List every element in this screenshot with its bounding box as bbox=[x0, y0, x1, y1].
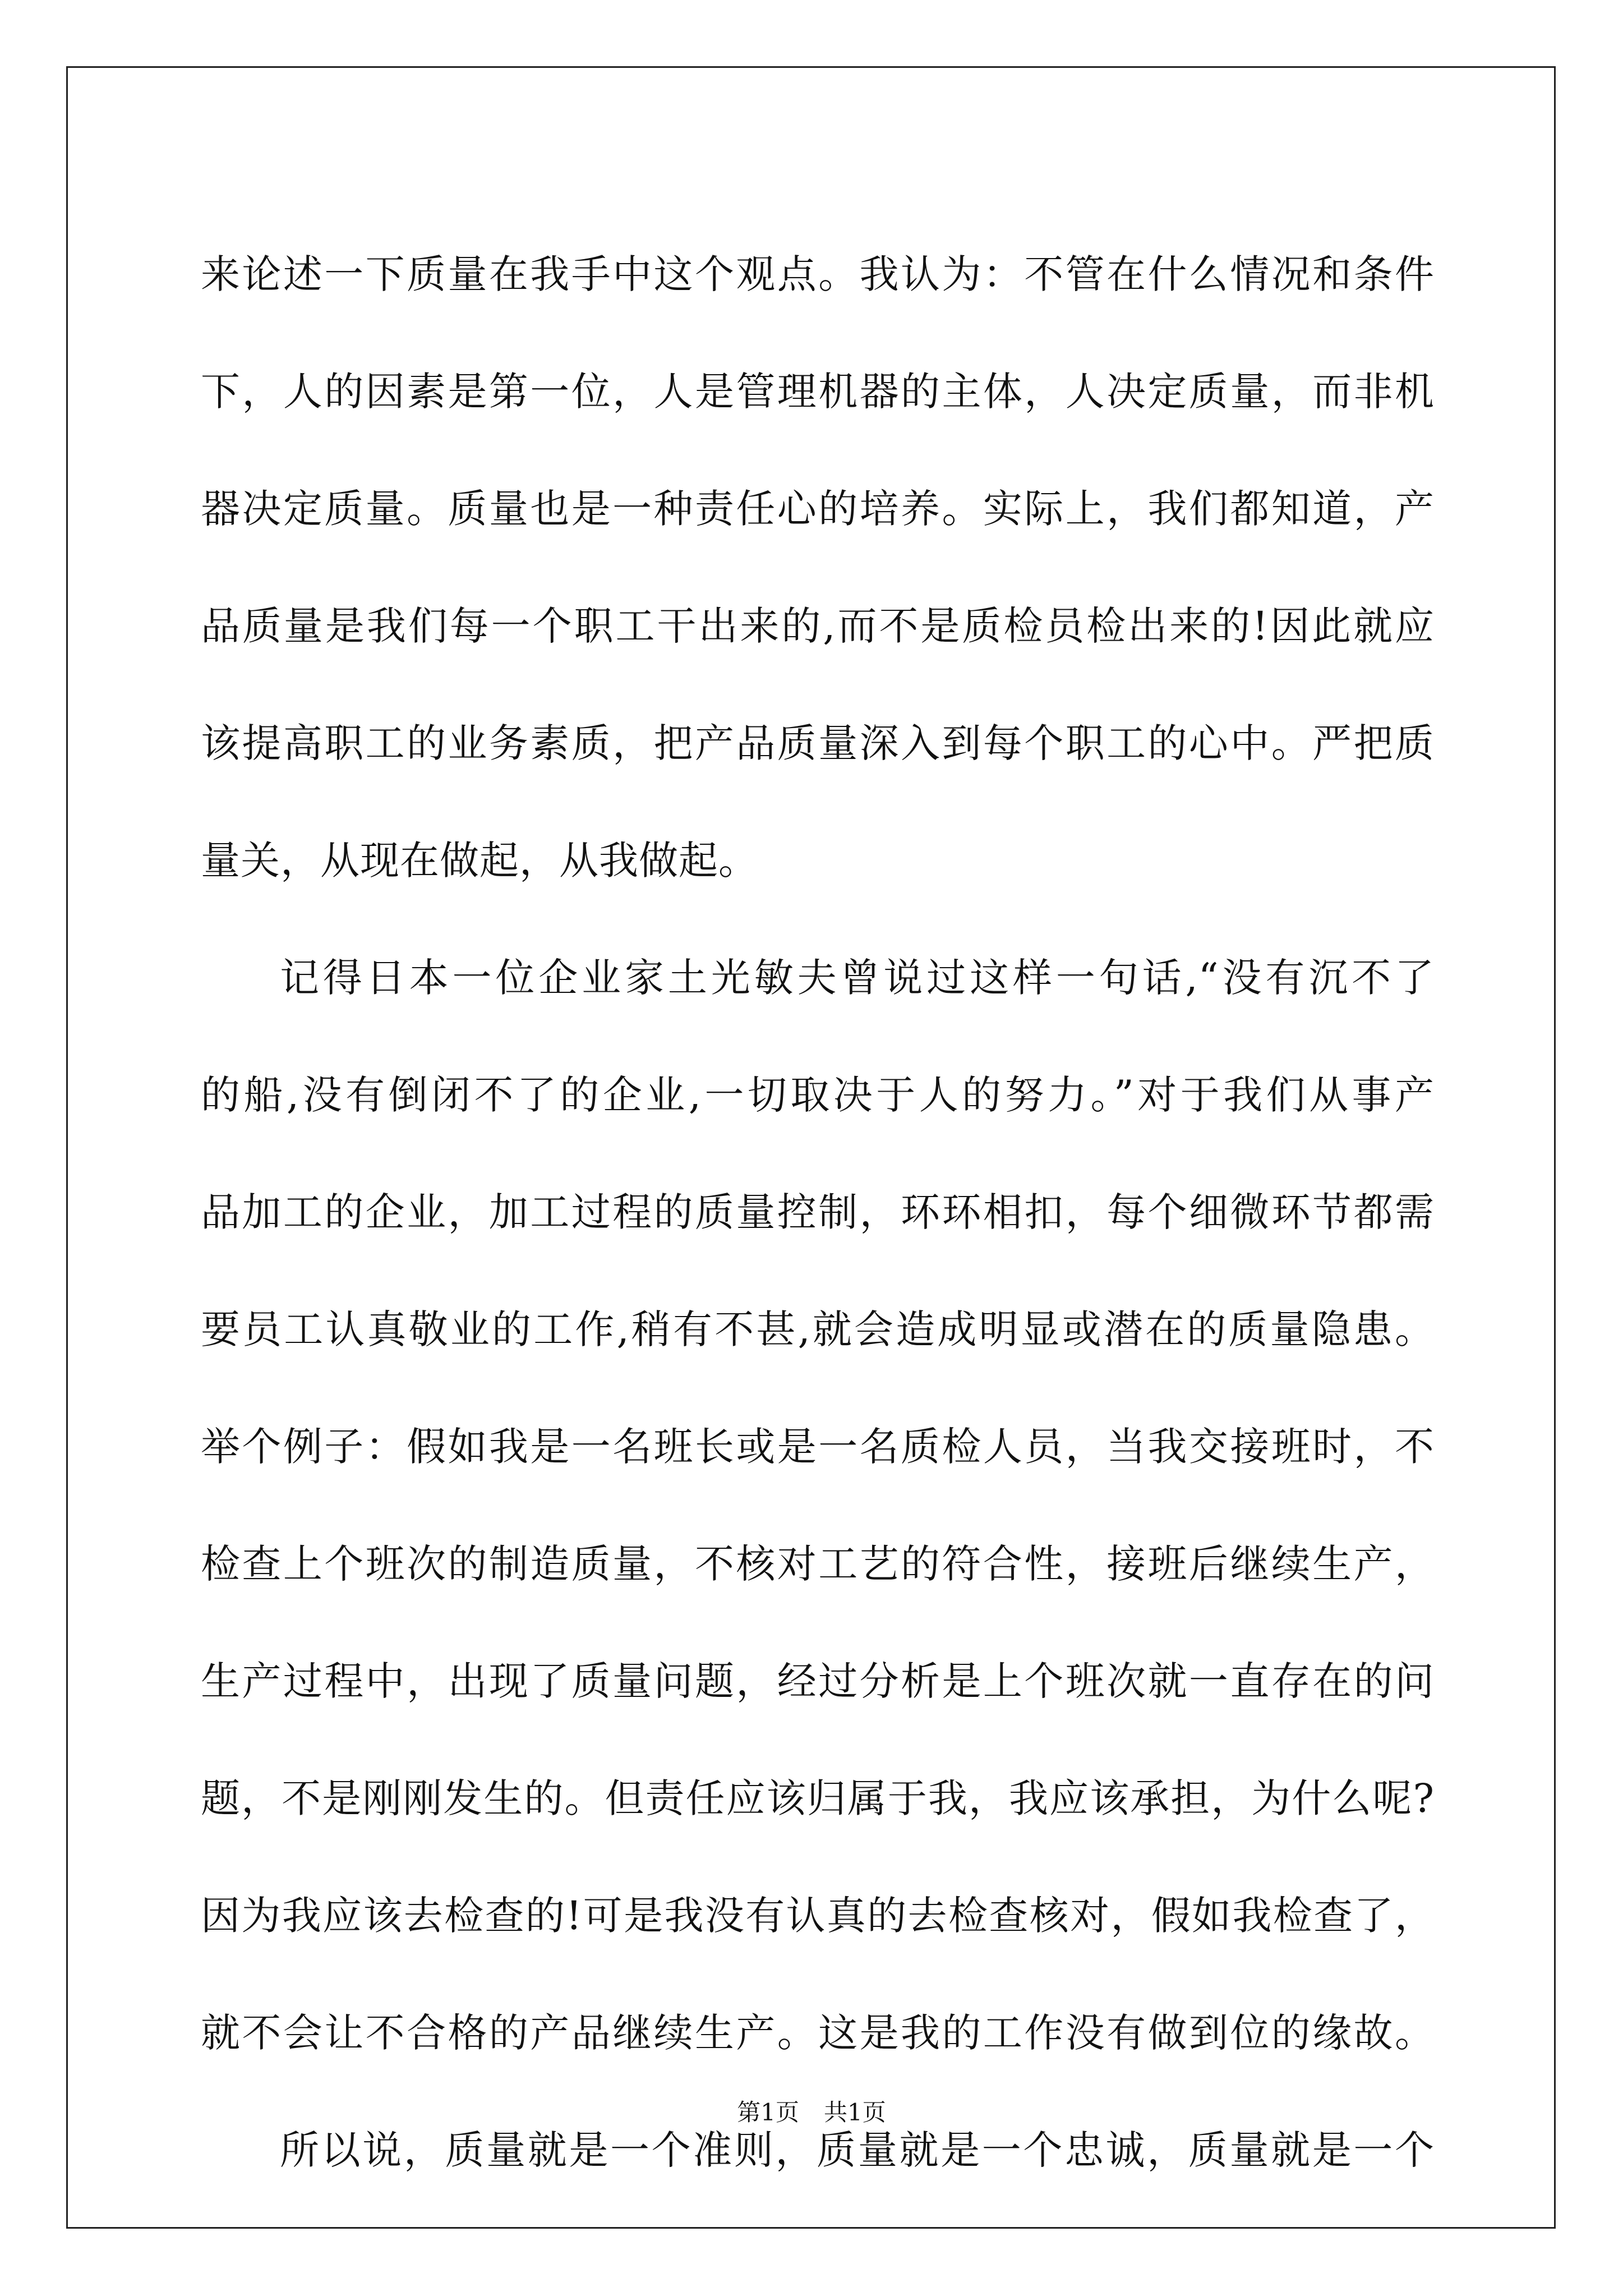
text-line: 所以说，质量就是一个准则，质量就是一个忠诚，质量就是一个 bbox=[280, 2127, 1435, 2173]
text-line: 品质量是我们每一个职工干出来的,而不是质检员检出来的!因此就应 bbox=[201, 603, 1435, 649]
text-line: 量关，从现在做起，从我做起。 bbox=[201, 838, 758, 884]
text-line: 该提高职工的业务素质，把产品质量深入到每个职工的心中。严把质 bbox=[201, 720, 1435, 766]
page-footer bbox=[0, 2097, 1623, 2128]
text-line: 生产过程中，出现了质量问题，经过分析是上个班次就一直存在的问 bbox=[201, 1658, 1435, 1704]
text-line: 就不会让不合格的产品继续生产。这是我的工作没有做到位的缘故。 bbox=[201, 2010, 1435, 2056]
text-line: 检查上个班次的制造质量，不核对工艺的符合性，接班后继续生产， bbox=[201, 1541, 1435, 1587]
page-total-label: 共1页 bbox=[824, 2099, 886, 2126]
text-line: 下，人的因素是第一位，人是管理机器的主体，人决定质量，而非机 bbox=[201, 369, 1435, 415]
text-line: 品加工的企业，加工过程的质量控制，环环相扣，每个细微环节都需 bbox=[201, 1189, 1435, 1235]
text-line: 的船,没有倒闭不了的企业,一切取决于人的努力。”对于我们从事产 bbox=[201, 1072, 1435, 1118]
text-line: 举个例子：假如我是一名班长或是一名质检人员，当我交接班时，不 bbox=[201, 1424, 1435, 1470]
text-line: 因为我应该去检查的!可是我没有认真的去检查核对，假如我检查了， bbox=[201, 1893, 1435, 1939]
text-line: 要员工认真敬业的工作,稍有不甚,就会造成明显或潜在的质量隐患。 bbox=[201, 1306, 1435, 1352]
text-line: 来论述一下质量在我手中这个观点。我认为：不管在什么情况和条件 bbox=[201, 251, 1435, 297]
text-line: 记得日本一位企业家土光敏夫曾说过这样一句话,“没有沉不了 bbox=[280, 955, 1435, 1001]
page-number-label: 第1页 bbox=[737, 2099, 799, 2126]
text-line: 题，不是刚刚发生的。但责任应该归属于我，我应该承担，为什么呢? bbox=[201, 1775, 1435, 1821]
text-line: 器决定质量。质量也是一种责任心的培养。实际上，我们都知道，产 bbox=[201, 486, 1435, 532]
